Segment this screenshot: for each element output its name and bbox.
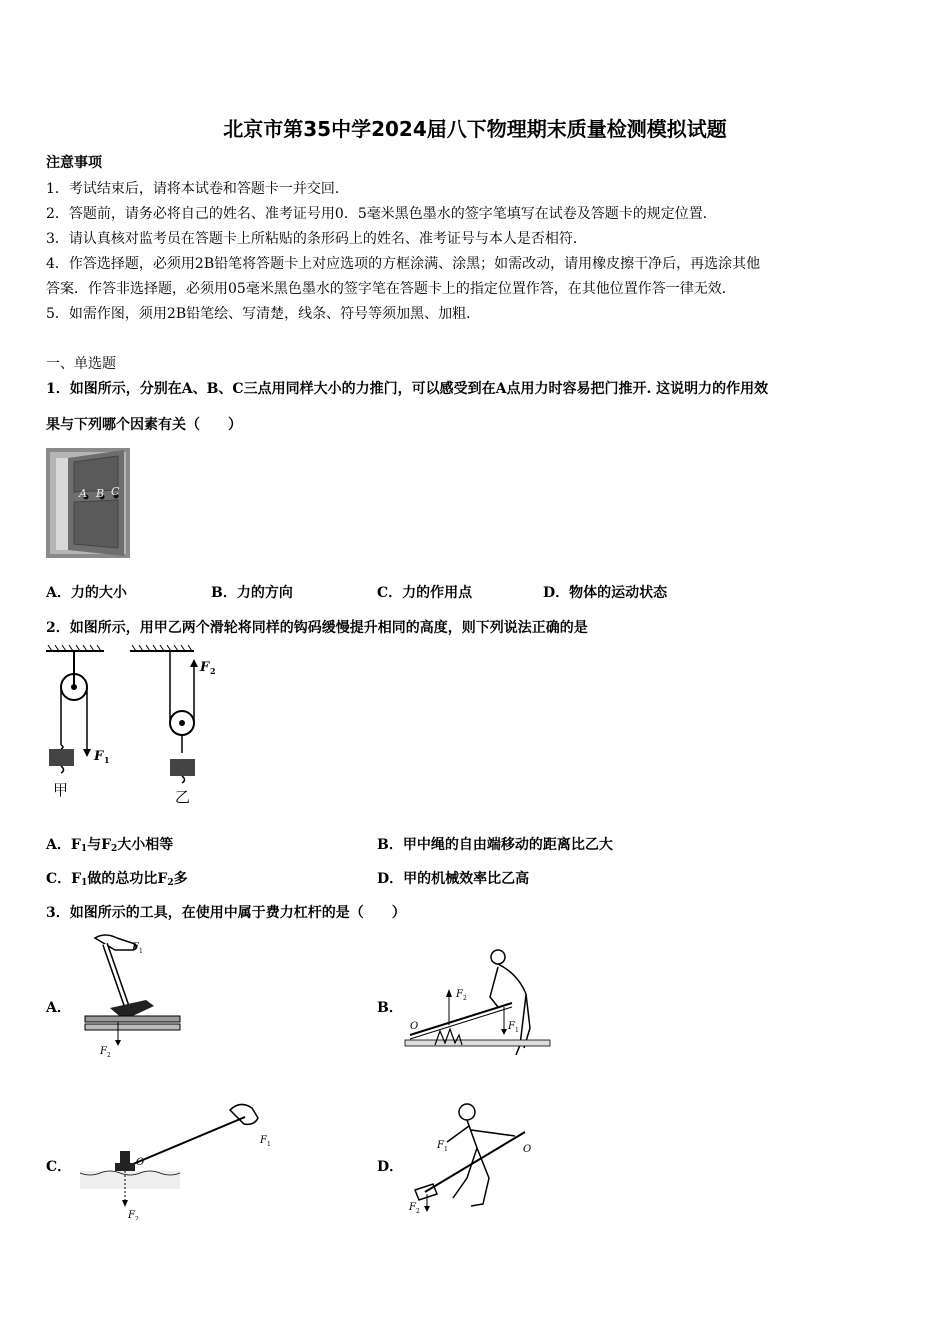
q1-option-b[interactable]: B．力的方向 xyxy=(211,585,293,601)
svg-text:F: F xyxy=(100,1046,107,1057)
hammer-figure xyxy=(80,930,190,1060)
door-figure xyxy=(46,448,130,558)
force-f2-label: F xyxy=(200,660,210,675)
svg-text:O: O xyxy=(136,1157,145,1168)
svg-text:F: F xyxy=(132,942,139,953)
notice-item: 1．考试结束后，请将本试卷和答题卡一并交回． xyxy=(46,181,349,197)
q1-option-a[interactable]: A．力的大小 xyxy=(46,585,127,601)
svg-text:1: 1 xyxy=(267,1141,271,1148)
notice-item: 2．答题前，请务必将自己的姓名、准考证号用0．5毫米黑色墨水的签字笔填写在试卷及答题卡的规定位置． xyxy=(46,206,717,222)
svg-text:2: 2 xyxy=(135,1216,139,1220)
q2-option-b[interactable]: B．甲中绳的自由端移动的距离比乙大 xyxy=(377,837,613,853)
lever-pry-figure xyxy=(400,945,560,1060)
svg-text:F: F xyxy=(456,989,463,1000)
notice-item: 3．请认真核对监考员在答题卡上所粘贴的条形码上的姓名、准考证号与本人是否相符． xyxy=(46,231,587,247)
svg-text:F: F xyxy=(128,1210,135,1220)
svg-text:O: O xyxy=(523,1144,532,1155)
q1-option-d[interactable]: D．物体的运动状态 xyxy=(543,585,668,601)
force-f2-sub: 2 xyxy=(210,666,216,676)
svg-text:F: F xyxy=(409,1202,416,1213)
svg-text:F: F xyxy=(508,1021,515,1032)
notice-item: 4．作答选择题，必须用2B铅笔将答题卡上对应选项的方框涂满、涂黑；如需改动，请用橡皮擦干净后，再选涂其他 xyxy=(46,256,761,272)
section-heading: 一、单选题 xyxy=(46,356,116,372)
door-label-a: A xyxy=(79,487,87,500)
notice-heading: 注意事项 xyxy=(46,155,102,171)
svg-text:F: F xyxy=(437,1140,444,1151)
q2-stem: 2．如图所示，用甲乙两个滑轮将同样的钩码缓慢提升相同的高度，则下列说法正确的是 xyxy=(46,620,588,636)
svg-text:F: F xyxy=(260,1135,267,1146)
force-f1-sub: 1 xyxy=(104,755,110,765)
shovel-figure xyxy=(405,1100,555,1215)
q3-option-c[interactable]: C． xyxy=(46,1159,72,1175)
label-jia: 甲 xyxy=(53,781,69,799)
q1-option-c[interactable]: C．力的作用点 xyxy=(377,585,473,601)
door-label-b: B xyxy=(96,487,105,500)
q3-stem: 3．如图所示的工具，在使用中属于费力杠杆的是（ ） xyxy=(46,905,406,921)
page-title: 北京市第35中学2024届八下物理期末质量检测模拟试题 xyxy=(223,117,727,141)
door-label-c: C xyxy=(111,485,120,498)
q2-option-d[interactable]: D．甲的机械效率比乙高 xyxy=(377,871,530,887)
q1-stem-line1: 1．如图所示，分别在A、B、C三点用同样大小的力推门，可以感受到在A点用力时容易把门推开. 这说明力的作用效 xyxy=(46,381,769,397)
svg-text:2: 2 xyxy=(107,1052,111,1059)
q3-option-b[interactable]: B． xyxy=(377,1000,403,1016)
notice-item: 5．如需作图，须用2B铅笔绘、写清楚，线条、符号等须加黑、加粗． xyxy=(46,306,481,322)
q3-option-d[interactable]: D． xyxy=(377,1159,404,1175)
q2-option-c[interactable]: C．$F_1$做的总功比$F_2$多 xyxy=(46,871,188,888)
svg-text:1: 1 xyxy=(515,1027,519,1034)
q3-option-a[interactable]: A． xyxy=(46,1000,71,1016)
svg-text:O: O xyxy=(410,1021,419,1032)
q2-option-a[interactable]: A．$F_1$与$F_2$大小相等 xyxy=(46,837,174,854)
pulley-figure xyxy=(42,645,232,805)
crowbar-rail-figure xyxy=(80,1095,280,1220)
q1-stem-line2: 果与下列哪个因素有关（ ） xyxy=(46,417,242,433)
force-f1-label: F xyxy=(94,749,104,764)
svg-text:1: 1 xyxy=(444,1146,448,1153)
notice-item: 答案．作答非选择题，必须用05毫米黑色墨水的签字笔在答题卡上的指定位置作答，在其他位置作答一律无效． xyxy=(46,281,736,297)
svg-text:2: 2 xyxy=(416,1208,420,1215)
svg-text:1: 1 xyxy=(139,948,143,955)
svg-text:2: 2 xyxy=(463,995,467,1002)
label-yi: 乙 xyxy=(175,788,191,805)
